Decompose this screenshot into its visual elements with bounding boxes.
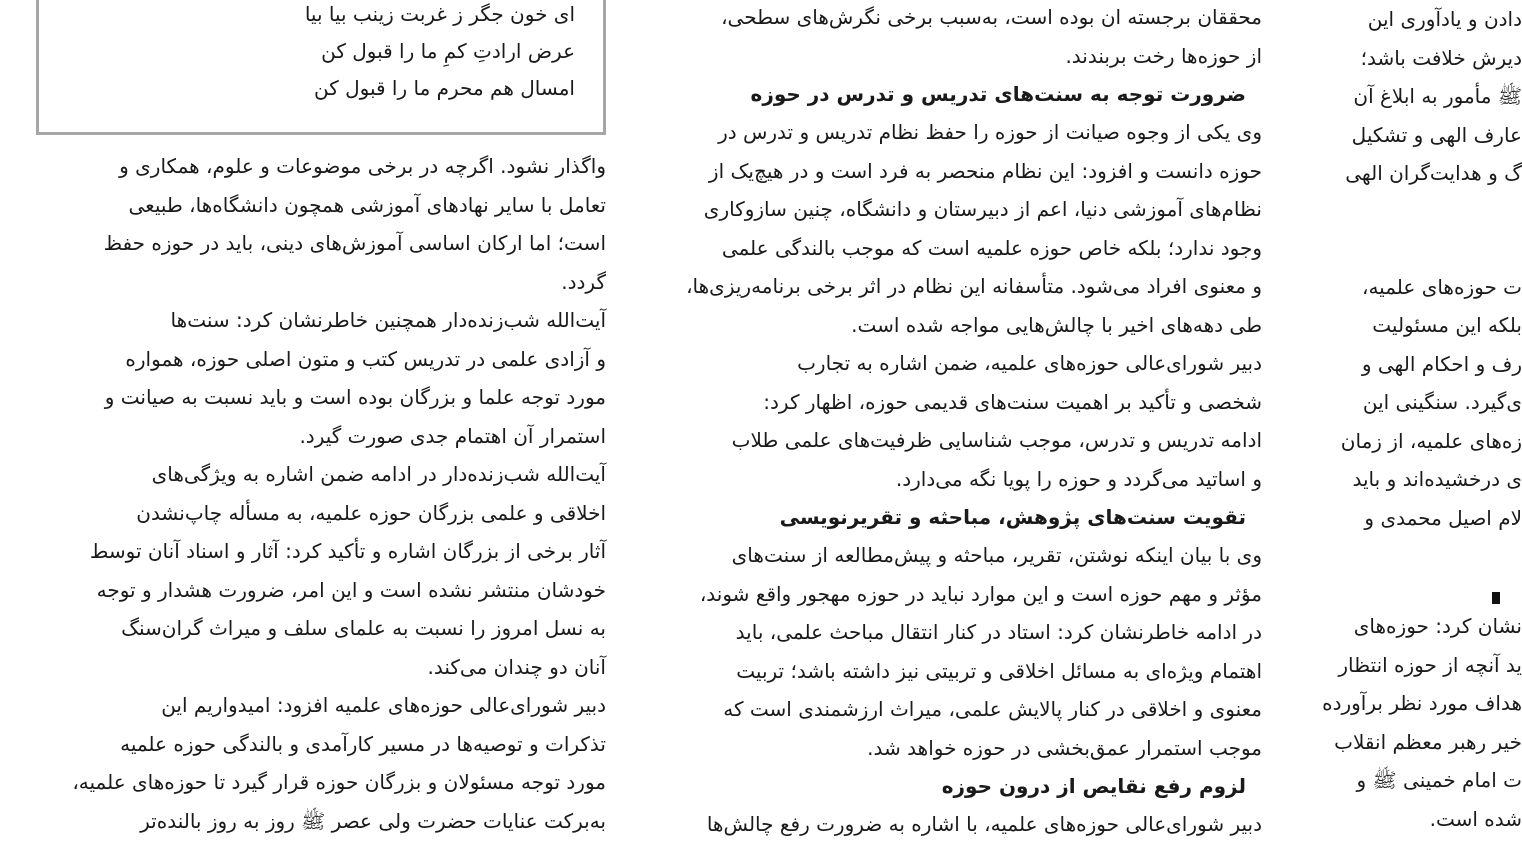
poem-box xyxy=(36,0,606,135)
text-line: نظام‌های آموزشی دنیا، اعم از دبیرستان و دانشگاه، چنین سازوکاری xyxy=(703,197,1262,221)
text-line: خودشان منتشر نشده است و این امر، ضرورت هشدار و توجه xyxy=(96,577,606,602)
text-line: لام اصیل محمدی و xyxy=(1364,505,1522,530)
text-line: وجود ندارد؛ بلکه خاص حوزه علمیه است که موجب بالندگی علمی xyxy=(721,235,1262,260)
col-right-block-top xyxy=(1292,0,1522,193)
text-line: گ و هدایت‌گران الهی xyxy=(1345,161,1522,185)
text-line: معنوی و اخلاقی در کنار پالایش علمی، میراث ارزشمندی است که xyxy=(723,697,1262,721)
text-line: موجب استمرار عمق‌بخشی در حوزه خواهد شد. xyxy=(867,735,1262,760)
text-line: عارف الهی و تشکیل xyxy=(1351,122,1522,147)
text-line: وی یکی از وجوه صیانت از حوزه را حفظ نظام تدریس و تدرس در xyxy=(718,120,1262,144)
column-left xyxy=(36,0,606,849)
text-line: اهتمام ویژه‌ای به مسائل اخلاقی و تربیتی نیز داشته باشد؛ تربیت xyxy=(736,658,1262,683)
text-line: و معنوی افراد می‌شود. متأسفانه این نظام در اثر برخی برنامه‌ریزی‌ها، xyxy=(686,274,1262,298)
left-body xyxy=(36,147,606,840)
section-heading-teaching: ضرورت توجه به سنت‌های تدریس و تدرس در حوزه xyxy=(750,82,1246,106)
text-line: ی‌گیرد. سنگینی این xyxy=(1362,390,1522,414)
section-body-research xyxy=(634,536,1262,767)
text-line: هداف مورد نظر برآورده xyxy=(1322,691,1522,715)
text-line: خیر رهبر معظم انقلاب xyxy=(1334,729,1522,754)
text-line: و اساتید می‌گردد و حوزه را پویا نگه می‌دارد. xyxy=(895,466,1262,491)
edge-mark xyxy=(1492,592,1500,604)
text-line: آیت‌الله شب‌زنده‌دار همچنین خاطرنشان کرد: سنت‌ها xyxy=(170,308,606,332)
text-line: وی با بیان اینکه نوشتن، تقریر، مباحثه و پیش‌مطالعه از سنت‌های xyxy=(731,543,1262,567)
text-line: در ادامه خاطرنشان کرد: استاد در کنار انتقال مباحث علمی، باید xyxy=(735,620,1262,644)
poem-line: ای خون جگر ز غربت زینب بیا بیا xyxy=(304,2,575,26)
text-line: استمرار آن اهتمام جدی صورت گیرد. xyxy=(299,423,606,448)
text-line: و آزادی علمی در تدریس کتب و متون اصلی حوزه، همواره xyxy=(125,346,606,371)
text-line: مورد توجه مسئولان و بزرگان حوزه قرار گیرد تا حوزه‌های علمیه، xyxy=(72,770,606,794)
text-line: رف و احکام الهی و xyxy=(1361,351,1522,376)
text-line: واگذار نشود. اگرچه در برخی موضوعات و علوم، همکاری و xyxy=(119,154,606,178)
text-line: دیرش خلافت باشد؛ xyxy=(1360,45,1522,70)
text-line: آثار برخی از بزرگان اشاره و تأکید کرد: آثار و اسناد آنان توسط xyxy=(89,539,606,563)
intro-block xyxy=(634,0,1262,75)
text-line: آیت‌الله شب‌زنده‌دار در ادامه ضمن اشاره به ویژگی‌های xyxy=(151,462,606,486)
text-line: دبیر شورای‌عالی حوزه‌های علمیه، با اشاره به ضرورت رفع چالش‌ها xyxy=(706,812,1262,836)
text-line: مؤثر و مهم حوزه است و این موارد نباید در حوزه مهجور واقع شوند، xyxy=(699,581,1262,606)
col-right-block-bottom xyxy=(1292,607,1522,838)
text-line: شخصی و تأکید بر اهمیت سنت‌های قدیمی حوزه، اظهار کرد: xyxy=(763,389,1262,414)
column-right xyxy=(1292,0,1522,849)
section-heading-research: تقویت سنت‌های پژوهش، مباحثه و تقریرنویسی xyxy=(779,505,1246,529)
text-line: ﷺ مأمور به ابلاغ آن xyxy=(1353,84,1522,108)
text-line: مورد توجه علما و بزرگان بوده است و باید نسبت به صیانت و xyxy=(104,385,606,409)
text-line: ی درخشیده‌اند و باید xyxy=(1352,467,1522,491)
text-line: است؛ اما ارکان اساسی آموزش‌های دینی، باید در حوزه حفظ xyxy=(103,231,606,255)
text-line: اخلاقی و علمی بزرگان حوزه علمیه، به مسأله چاپ‌نشدن xyxy=(136,500,606,525)
text-line: بلکه این مسئولیت xyxy=(1372,313,1522,337)
text-line: زه‌های علمیه، از زمان xyxy=(1340,428,1522,453)
text-line: دادن و یادآوری این xyxy=(1367,7,1522,31)
text-line: حوزه دانست و افزود: این نظام منحصر به فرد است و در هیچ‌یک از xyxy=(708,158,1262,183)
text-line: آنان دو چندان می‌کند. xyxy=(427,654,606,679)
text-line: طی دهه‌های اخیر با چالش‌هایی مواجه شده است. xyxy=(851,312,1262,337)
text-line: گردد. xyxy=(561,269,606,294)
text-line: ت حوزه‌های علمیه، xyxy=(1362,274,1522,299)
section-body-defects xyxy=(634,805,1262,844)
text-line: از حوزه‌ها رخت بربندند. xyxy=(1065,43,1262,68)
column-middle xyxy=(634,0,1262,849)
text-line: به‌برکت عنایات حضرت ولی عصر ﷺ روز به روز بالنده‌تر xyxy=(140,808,606,833)
text-line: نشان کرد: حوزه‌های xyxy=(1353,614,1522,638)
poem-line: امسال هم محرم ما را قبول کن xyxy=(313,76,575,100)
text-line: تعامل با سایر نهادهای آموزشی همچون دانشگاه‌ها، طبیعی xyxy=(128,192,606,217)
text-line: تذکرات و توصیه‌ها در مسیر کارآمدی و بالندگی حوزه علمیه xyxy=(120,731,606,756)
section-heading-defects: لزوم رفع نقایص از درون حوزه xyxy=(941,774,1246,798)
text-line: دبیر شورای‌عالی حوزه‌های علمیه، ضمن اشاره به تجارب xyxy=(797,351,1262,375)
text-line: شده است. xyxy=(1429,806,1522,831)
poem-line: عرض ارادتِ کمِ ما را قبول کن xyxy=(321,39,575,63)
text-line: دبیر شورای‌عالی حوزه‌های علمیه افزود: امیدواریم این xyxy=(161,693,606,717)
text-line: ادامه تدریس و تدرس، موجب شناسایی ظرفیت‌های علمی طلاب xyxy=(731,428,1262,452)
text-line: به نسل امروز را نسبت به علمای سلف و میراث گران‌سنگ xyxy=(121,616,606,640)
text-line: ت امام خمینی ﷺ و xyxy=(1356,768,1522,792)
text-line: محققان برجسته ان بوده است، به‌سبب برخی نگرش‌های سطحی، xyxy=(721,5,1262,29)
section-body-teaching xyxy=(634,113,1262,498)
col-right-block-mid xyxy=(1292,268,1522,538)
text-line: ید آنچه از حوزه انتظار xyxy=(1338,652,1522,677)
